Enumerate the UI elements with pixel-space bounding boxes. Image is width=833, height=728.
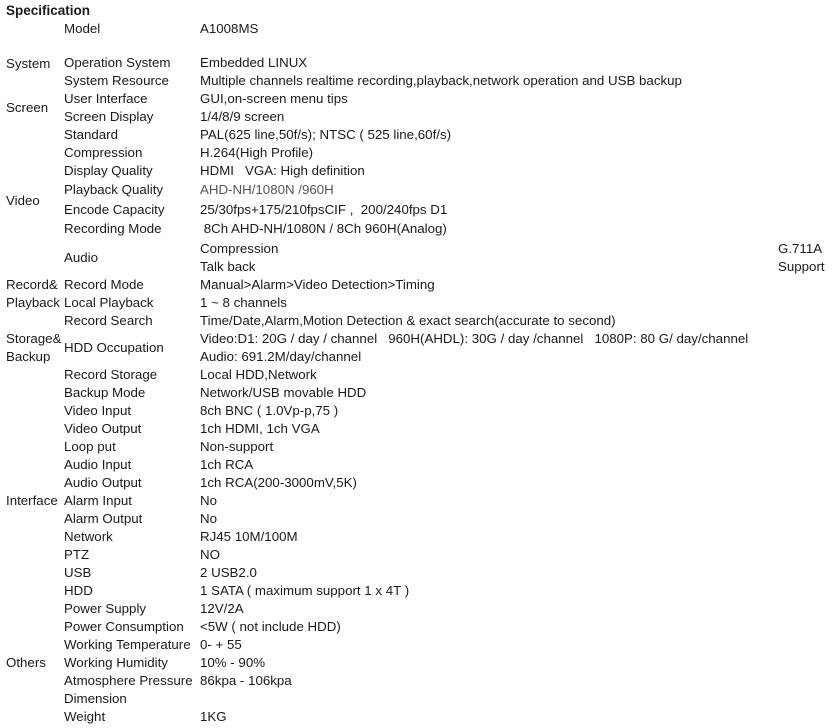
label-hdd: HDD xyxy=(64,583,93,598)
value-audio-compression: Compression xyxy=(200,241,279,256)
value-display-quality: HDMI VGA: High definition xyxy=(200,163,365,178)
value-audio-support: Support xyxy=(778,259,825,274)
label-record-search: Record Search xyxy=(64,313,153,328)
value-weight: 1KG xyxy=(200,709,227,724)
value-hdd-occupation-video: Video:D1: 20G / day / channel 960H(AHDL): 30G / day /channel 1080P: 80 G/ day/channel xyxy=(200,331,749,346)
value-local-playback: 1 ~ 8 channels xyxy=(200,295,287,310)
label-record-storage: Record Storage xyxy=(64,367,158,382)
value-model: A1008MS xyxy=(200,21,259,36)
category-record-line2: Playback xyxy=(6,295,60,310)
value-backup-mode: Network/USB movable HDD xyxy=(200,385,367,400)
value-screen-display: 1/4/8/9 screen xyxy=(200,109,285,124)
label-alarm-output: Alarm Output xyxy=(64,511,143,526)
category-storage-line2: Backup xyxy=(6,349,51,364)
value-system-resource: Multiple channels realtime recording,playback,network operation and USB backup xyxy=(200,73,682,88)
label-loop-put: Loop put xyxy=(64,439,116,454)
label-hdd-occupation: HDD Occupation xyxy=(64,340,164,355)
label-compression: Compression xyxy=(64,145,143,160)
label-user-interface: User Interface xyxy=(64,91,148,106)
label-recording-mode: Recording Mode xyxy=(64,221,162,236)
value-loop-put: Non-support xyxy=(200,439,274,454)
value-record-mode: Manual>Alarm>Video Detection>Timing xyxy=(200,277,435,292)
label-display-quality: Display Quality xyxy=(64,163,153,178)
value-working-humidity: 10% - 90% xyxy=(200,655,266,670)
label-model: Model xyxy=(64,21,101,36)
label-playback-quality: Playback Quality xyxy=(64,182,164,197)
label-local-playback: Local Playback xyxy=(64,295,154,310)
label-video-input: Video Input xyxy=(64,403,132,418)
page-title: Specification xyxy=(6,3,91,18)
label-working-humidity: Working Humidity xyxy=(64,655,168,670)
category-screen: Screen xyxy=(6,100,49,115)
category-others: Others xyxy=(6,655,46,670)
label-working-temperature: Working Temperature xyxy=(64,637,191,652)
value-alarm-input: No xyxy=(200,493,217,508)
value-alarm-output: No xyxy=(200,511,217,526)
value-operation-system: Embedded LINUX xyxy=(200,55,308,70)
value-record-storage: Local HDD,Network xyxy=(200,367,317,382)
value-hdd: 1 SATA ( maximum support 1 x 4T ) xyxy=(200,583,410,598)
value-audio-output: 1ch RCA(200-3000mV,5K) xyxy=(200,475,357,490)
value-user-interface: GUI,on-screen menu tips xyxy=(200,91,348,106)
label-video-output: Video Output xyxy=(64,421,142,436)
category-record-line1: Record& xyxy=(6,277,58,292)
label-power-supply: Power Supply xyxy=(64,601,147,616)
value-ptz: NO xyxy=(200,547,220,562)
label-audio: Audio xyxy=(64,250,99,265)
category-system: System xyxy=(6,56,51,71)
label-power-consumption: Power Consumption xyxy=(64,619,184,634)
value-encode-capacity: 25/30fps+175/210fpsCIF , 200/240fps D1 xyxy=(200,202,448,217)
label-record-mode: Record Mode xyxy=(64,277,144,292)
value-network: RJ45 10M/100M xyxy=(200,529,298,544)
category-video: Video xyxy=(6,193,40,208)
value-power-supply: 12V/2A xyxy=(200,601,244,616)
value-video-input: 8ch BNC ( 1.0Vp-p,75 ) xyxy=(200,403,339,418)
value-compression: H.264(High Profile) xyxy=(200,145,314,160)
label-usb: USB xyxy=(64,565,92,580)
label-standard: Standard xyxy=(64,127,118,142)
value-power-consumption: <5W ( not include HDD) xyxy=(200,619,341,634)
label-ptz: PTZ xyxy=(64,547,90,562)
value-standard: PAL(625 line,50f/s); NTSC ( 525 line,60f/s) xyxy=(200,127,452,142)
value-audio-codec: G.711A xyxy=(778,241,823,256)
label-weight: Weight xyxy=(64,709,106,724)
label-alarm-input: Alarm Input xyxy=(64,493,132,508)
value-usb: 2 USB2.0 xyxy=(200,565,257,580)
value-video-output: 1ch HDMI, 1ch VGA xyxy=(200,421,320,436)
value-working-temperature: 0- + 55 xyxy=(200,637,242,652)
value-playback-quality: AHD-NH/1080N /960H xyxy=(200,182,334,197)
label-system-resource: System Resource xyxy=(64,73,169,88)
label-atmosphere-pressure: Atmosphere Pressure xyxy=(64,673,193,688)
value-record-search: Time/Date,Alarm,Motion Detection & exact search(accurate to second) xyxy=(200,313,616,328)
value-audio-input: 1ch RCA xyxy=(200,457,254,472)
label-backup-mode: Backup Mode xyxy=(64,385,146,400)
category-storage-line1: Storage& xyxy=(6,331,62,346)
label-operation-system: Operation System xyxy=(64,55,171,70)
label-dimension: Dimension xyxy=(64,691,127,706)
label-audio-output: Audio Output xyxy=(64,475,142,490)
label-audio-input: Audio Input xyxy=(64,457,132,472)
label-encode-capacity: Encode Capacity xyxy=(64,202,165,217)
label-screen-display: Screen Display xyxy=(64,109,154,124)
category-interface: Interface xyxy=(6,493,58,508)
label-network: Network xyxy=(64,529,113,544)
value-hdd-occupation-audio: Audio: 691.2M/day/channel xyxy=(200,349,362,364)
value-audio-talkback: Talk back xyxy=(200,259,256,274)
value-atmosphere-pressure: 86kpa - 106kpa xyxy=(200,673,292,688)
value-recording-mode: 8Ch AHD-NH/1080N / 8Ch 960H(Analog) xyxy=(200,221,447,236)
